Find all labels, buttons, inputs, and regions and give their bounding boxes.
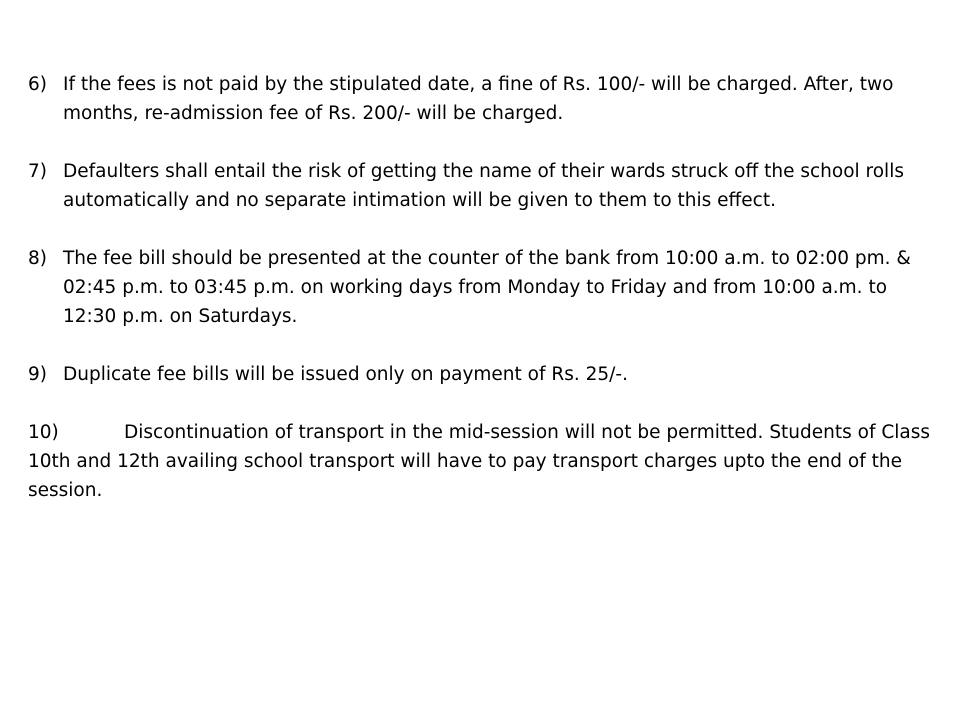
list-item-6 <box>28 70 938 128</box>
item-text: Duplicate fee bills will be issued only on payment of Rs. 25/-. <box>63 364 628 385</box>
item-number: 10) <box>28 422 59 443</box>
item-text: The fee bill should be presented at the counter of the bank from 10:00 a.m. to 02:00 pm. & 02:45 p.m. to 03:45 p.m. on working days from Monday to Friday and from 10:00 a.m. to 12:30 p.m. on Saturdays. <box>63 248 911 327</box>
list-item-9 <box>28 360 938 389</box>
list-item-8 <box>28 244 938 331</box>
list-item-7 <box>28 157 938 215</box>
item-number: 9) <box>28 364 47 385</box>
item-number: 7) <box>28 161 47 182</box>
item-text: If the fees is not paid by the stipulated date, a fine of Rs. 100/- will be charged. After, two months, re-admission fee of Rs. 200/- will be charged. <box>63 74 894 124</box>
item-text: Discontinuation of transport in the mid-session will not be permitted. Students of Class 10th and 12th availing school transport will have to pay transport charges upto the end of the session. <box>28 422 931 501</box>
document-page <box>28 70 938 505</box>
list-item-10 <box>28 418 938 505</box>
item-number: 6) <box>28 74 47 95</box>
item-number: 8) <box>28 248 47 269</box>
item-text: Defaulters shall entail the risk of getting the name of their wards struck off the school rolls automatically and no separate intimation will be given to them to this effect. <box>63 161 904 211</box>
